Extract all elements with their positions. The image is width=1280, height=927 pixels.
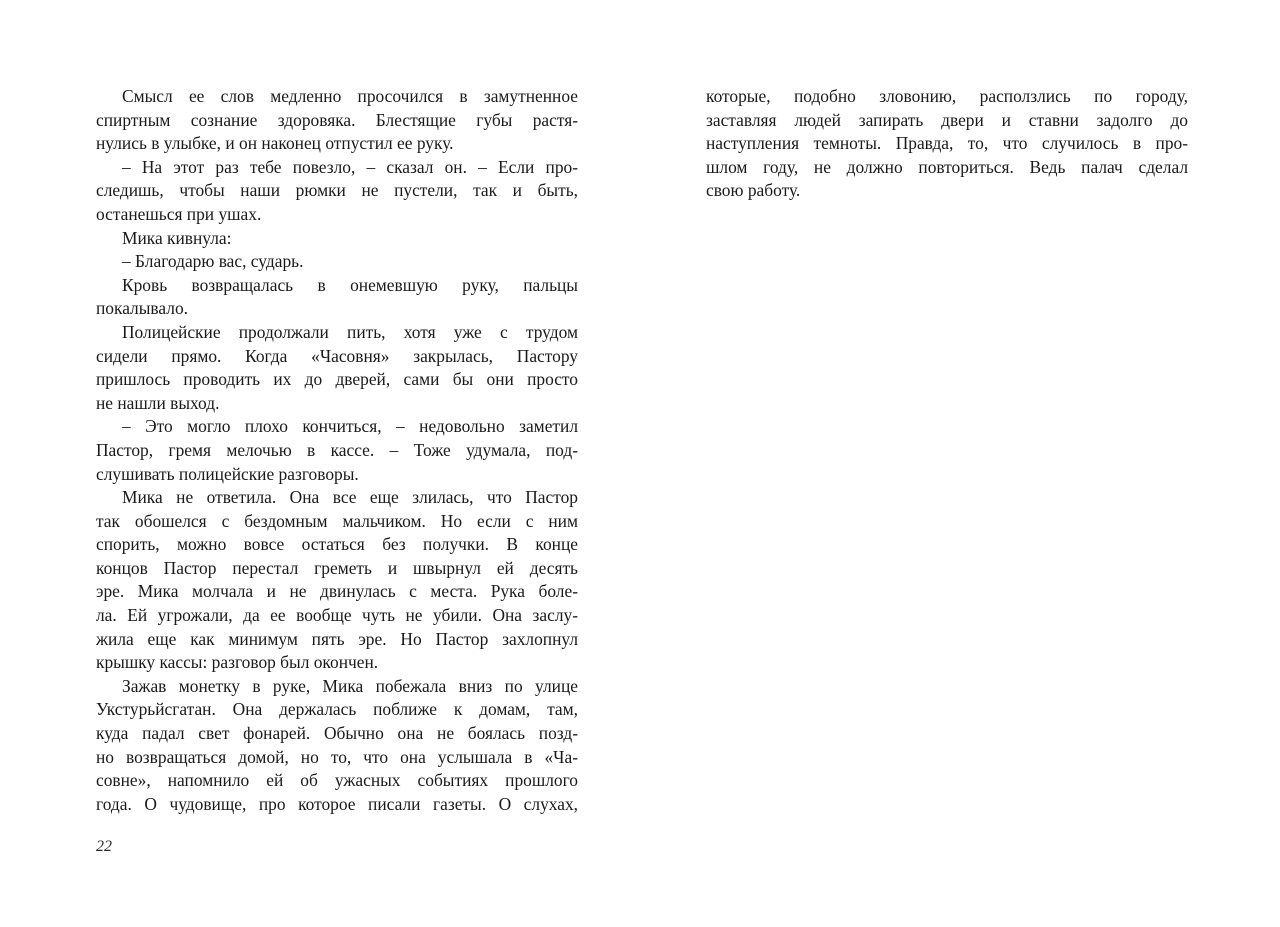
text-line: Мика не ответила. Она все еще злилась, что Пастор: [122, 487, 578, 508]
text-line: сидели прямо. Когда «Часовня» закрылась, Пастору: [96, 345, 578, 366]
left-text-column: [96, 85, 578, 816]
text-line: наступления темноты. Правда, то, что случилось в про-: [706, 133, 1188, 154]
text-line: концов Пастор перестал греметь и швырнул ей десять: [96, 557, 578, 578]
text-line: но возвращаться домой, но то, что она услышала в «Ча-: [96, 746, 578, 767]
text-line: шлом году, не должно повториться. Ведь палач сделал: [706, 156, 1188, 177]
text-line: пришлось проводить их до дверей, сами бы они просто: [96, 369, 578, 390]
text-line: Полицейские продолжали пить, хотя уже с трудом: [122, 321, 578, 342]
text-line: Пастор, гремя мелочью в кассе. – Тоже удумала, под-: [96, 439, 578, 460]
text-line: так обошелся с бездомным мальчиком. Но если с ним: [96, 510, 578, 531]
text-line: Кровь возвращалась в онемевшую руку, пальцы: [122, 274, 578, 295]
text-line: не нашли выход.: [96, 392, 220, 413]
text-line: спорить, можно вовсе остаться без получки. В конце: [96, 534, 578, 555]
text-line: Смысл ее слов медленно просочился в замутненное: [122, 86, 578, 106]
text-line: крышку кассы: разговор был окончен.: [96, 652, 379, 673]
right-page: [640, 0, 1280, 927]
text-line: слушивать полицейские разговоры.: [96, 463, 359, 484]
text-line: Мика кивнула:: [122, 227, 232, 248]
text-line: совне», напомнило ей об ужасных событиях прошлого: [96, 770, 578, 791]
text-line: свою работу.: [706, 180, 801, 201]
text-line: – На этот раз тебе повезло, – сказал он. – Если про-: [122, 156, 578, 177]
text-line: ла. Ей угрожали, да ее вообще чуть не убили. Она заслу-: [96, 605, 578, 626]
text-line: куда падал свет фонарей. Обычно она не боялась позд-: [96, 723, 578, 744]
text-line: останешься при ушах.: [96, 203, 262, 224]
page-number: 22: [96, 838, 112, 855]
text-line: года. О чудовище, про которое писали газеты. О слухах,: [96, 793, 578, 814]
text-line: нулись в улыбке, и он наконец отпустил ее руку.: [96, 133, 454, 154]
text-line: Укстурьйсгатан. Она держалась поближе к домам, там,: [96, 699, 578, 720]
text-line: Зажав монетку в руке, Мика побежала вниз по улице: [122, 675, 578, 696]
text-line: покалывало.: [96, 298, 188, 319]
text-line: заставляя людей запирать двери и ставни задолго до: [706, 109, 1188, 130]
text-line: жила еще как минимум пять эре. Но Пастор захлопнул: [96, 628, 578, 649]
text-line: спиртным сознание здоровяка. Блестящие губы растя-: [96, 109, 578, 130]
text-line: – Благодарю вас, сударь.: [122, 251, 304, 272]
right-text-column: [706, 85, 1188, 203]
text-line: следишь, чтобы наши рюмки не пустели, так и быть,: [96, 180, 578, 201]
text-line: – Это могло плохо кончиться, – недовольно заметил: [122, 416, 578, 437]
text-line: эре. Мика молчала и не двинулась с места. Рука боле-: [96, 581, 578, 602]
text-line: которые, подобно зловонию, расползлись по городу,: [706, 86, 1188, 106]
